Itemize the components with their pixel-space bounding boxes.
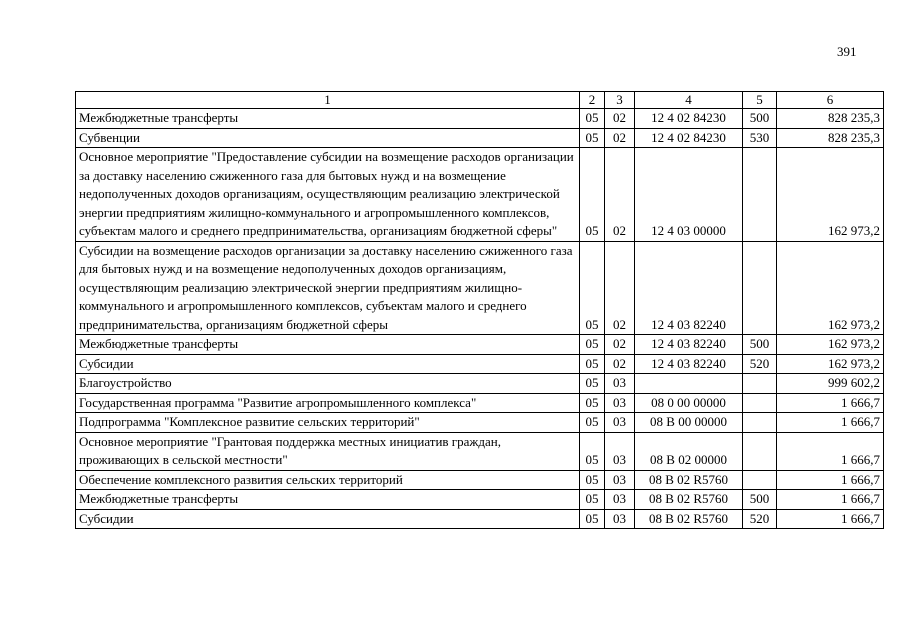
header-col-1: 1 [76,92,580,109]
row-subsection: 03 [605,374,635,394]
row-section: 05 [580,490,605,510]
page-number: 391 [837,44,857,59]
row-target-code: 12 4 03 82240 [635,241,743,335]
header-col-3: 3 [605,92,635,109]
row-section: 05 [580,354,605,374]
row-subsection: 02 [605,128,635,148]
row-amount: 828 235,3 [777,109,884,129]
row-expense-type [743,241,777,335]
row-amount: 162 973,2 [777,241,884,335]
row-expense-type: 520 [743,354,777,374]
table-header-row [76,92,884,109]
row-name: Подпрограмма "Комплексное развитие сельских территорий" [76,413,580,433]
row-section: 05 [580,393,605,413]
row-amount: 1 666,7 [777,490,884,510]
table-row [76,490,884,510]
row-target-code: 12 4 03 82240 [635,335,743,355]
table-row [76,413,884,433]
row-expense-type: 500 [743,109,777,129]
row-name: Субсидии на возмещение расходов организации за доставку населению сжиженного газа для бытовых нужд и на возмещение недополученных доходов организациям, осуществляющим реализацию электрической энергии предприятиям жилищно-коммунального и агропромышленного комплексов, субъектам малого и среднего предпринимательства, организациям бюджетной сферы [76,241,580,335]
budget-table [75,91,884,529]
row-expense-type: 530 [743,128,777,148]
row-subsection: 03 [605,470,635,490]
table-row [76,393,884,413]
row-expense-type [743,413,777,433]
row-amount: 1 666,7 [777,470,884,490]
row-amount: 1 666,7 [777,413,884,433]
row-amount: 999 602,2 [777,374,884,394]
row-target-code: 12 4 03 82240 [635,354,743,374]
row-expense-type [743,432,777,470]
row-subsection: 02 [605,241,635,335]
row-subsection: 02 [605,354,635,374]
table-row [76,509,884,529]
row-section: 05 [580,241,605,335]
row-subsection: 03 [605,413,635,433]
row-section: 05 [580,413,605,433]
row-section: 05 [580,509,605,529]
table-row [76,470,884,490]
row-amount: 828 235,3 [777,128,884,148]
row-target-code: 12 4 02 84230 [635,128,743,148]
row-section: 05 [580,109,605,129]
table-row [76,354,884,374]
row-name: Межбюджетные трансферты [76,109,580,129]
row-expense-type [743,470,777,490]
row-section: 05 [580,374,605,394]
row-name: Межбюджетные трансферты [76,335,580,355]
row-target-code: 08 В 02 R5760 [635,509,743,529]
row-name: Субсидии [76,509,580,529]
row-section: 05 [580,128,605,148]
row-name: Субвенции [76,128,580,148]
header-col-6: 6 [777,92,884,109]
row-target-code: 08 В 00 00000 [635,413,743,433]
table-row [76,374,884,394]
header-col-5: 5 [743,92,777,109]
row-section: 05 [580,432,605,470]
row-target-code: 08 В 02 00000 [635,432,743,470]
row-expense-type [743,374,777,394]
row-amount: 162 973,2 [777,148,884,242]
row-name: Обеспечение комплексного развития сельских территорий [76,470,580,490]
row-name: Субсидии [76,354,580,374]
row-section: 05 [580,470,605,490]
row-subsection: 03 [605,509,635,529]
row-name: Государственная программа "Развитие агропромышленного комплекса" [76,393,580,413]
row-target-code: 12 4 03 00000 [635,148,743,242]
row-amount: 162 973,2 [777,354,884,374]
row-name: Межбюджетные трансферты [76,490,580,510]
table-row [76,128,884,148]
row-section: 05 [580,148,605,242]
row-amount: 1 666,7 [777,393,884,413]
table-row [76,109,884,129]
row-expense-type [743,148,777,242]
row-target-code [635,374,743,394]
row-amount: 1 666,7 [777,509,884,529]
table-row [76,241,884,335]
row-subsection: 03 [605,490,635,510]
row-target-code: 08 В 02 R5760 [635,490,743,510]
row-target-code: 08 0 00 00000 [635,393,743,413]
row-name: Благоустройство [76,374,580,394]
table-row [76,148,884,242]
row-amount: 162 973,2 [777,335,884,355]
row-expense-type: 500 [743,490,777,510]
table-row [76,335,884,355]
row-subsection: 03 [605,393,635,413]
header-col-2: 2 [580,92,605,109]
row-expense-type: 520 [743,509,777,529]
row-subsection: 02 [605,148,635,242]
row-subsection: 02 [605,335,635,355]
row-target-code: 08 В 02 R5760 [635,470,743,490]
header-col-4: 4 [635,92,743,109]
row-expense-type: 500 [743,335,777,355]
row-name: Основное мероприятие "Предоставление субсидии на возмещение расходов организации за доставку населению сжиженного газа для бытовых нужд и на возмещение недополученных доходов организациям, осуществляющим реализацию электрической энергии предприятиям жилищно-коммунального и агропромышленного комплексов, субъектам малого и среднего предпринимательства, организациям бюджетной сферы" [76,148,580,242]
row-name: Основное мероприятие "Грантовая поддержка местных инициатив граждан, проживающих в сельской местности" [76,432,580,470]
row-amount: 1 666,7 [777,432,884,470]
row-section: 05 [580,335,605,355]
row-expense-type [743,393,777,413]
row-target-code: 12 4 02 84230 [635,109,743,129]
table-row [76,432,884,470]
row-subsection: 02 [605,109,635,129]
row-subsection: 03 [605,432,635,470]
